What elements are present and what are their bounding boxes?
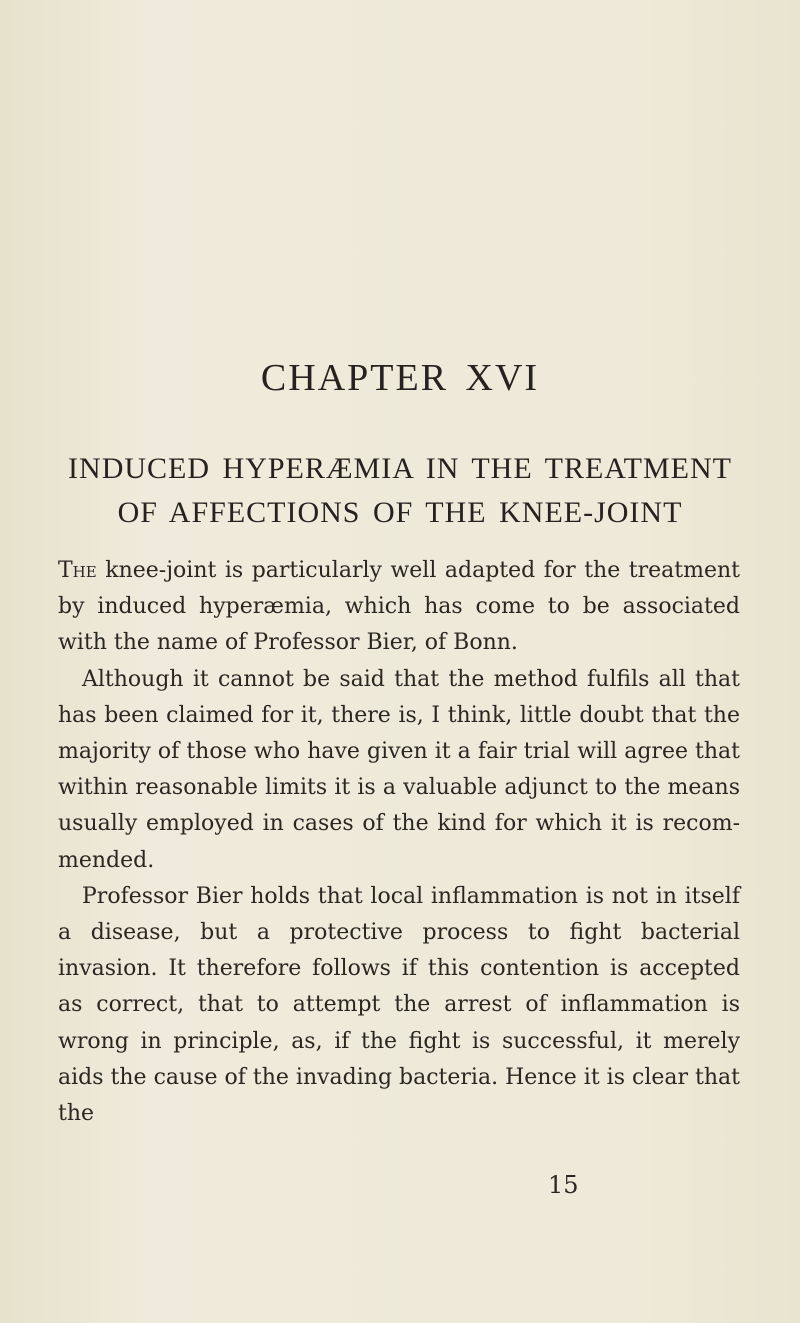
paragraph-lead-word: The — [58, 558, 97, 583]
page-number: 15 — [548, 1171, 579, 1199]
paragraph-3: Professor Bier holds that local inflammation is not in itself a disease, but a protective process to fight bacterial invasion. It therefore follows if this contention is accepted as correct, that to attempt the arrest of inflammation is wrong in principle, as, if the fight is successful, it merely aids the cause of the invading bacteria. Hence it is clear that the — [58, 883, 740, 1127]
chapter-title-line-2: OF AFFECTIONS OF THE KNEE-JOINT — [117, 496, 683, 529]
paragraph-2: Although it cannot be said that the method fulfils all that has been claimed for it, there is, I think, little doubt that the majority of those who have given it a fair trial will agree that within reasonable limits it is a valuable adjunct to the means usually employed in cases of the kind for which it is recommended. — [58, 666, 740, 873]
chapter-title-line-1: INDUCED HYPERÆMIA IN THE TREATMENT — [68, 452, 732, 485]
body-text — [58, 553, 740, 1132]
chapter-heading: CHAPTER XVI — [260, 357, 540, 399]
paragraph-1 — [58, 553, 740, 662]
paragraph-1-text: knee-joint is particularly well adapted for the treatment by induced hyperæmia, which has come to be associated with the name of Professor Bier, of Bonn. — [58, 558, 740, 656]
